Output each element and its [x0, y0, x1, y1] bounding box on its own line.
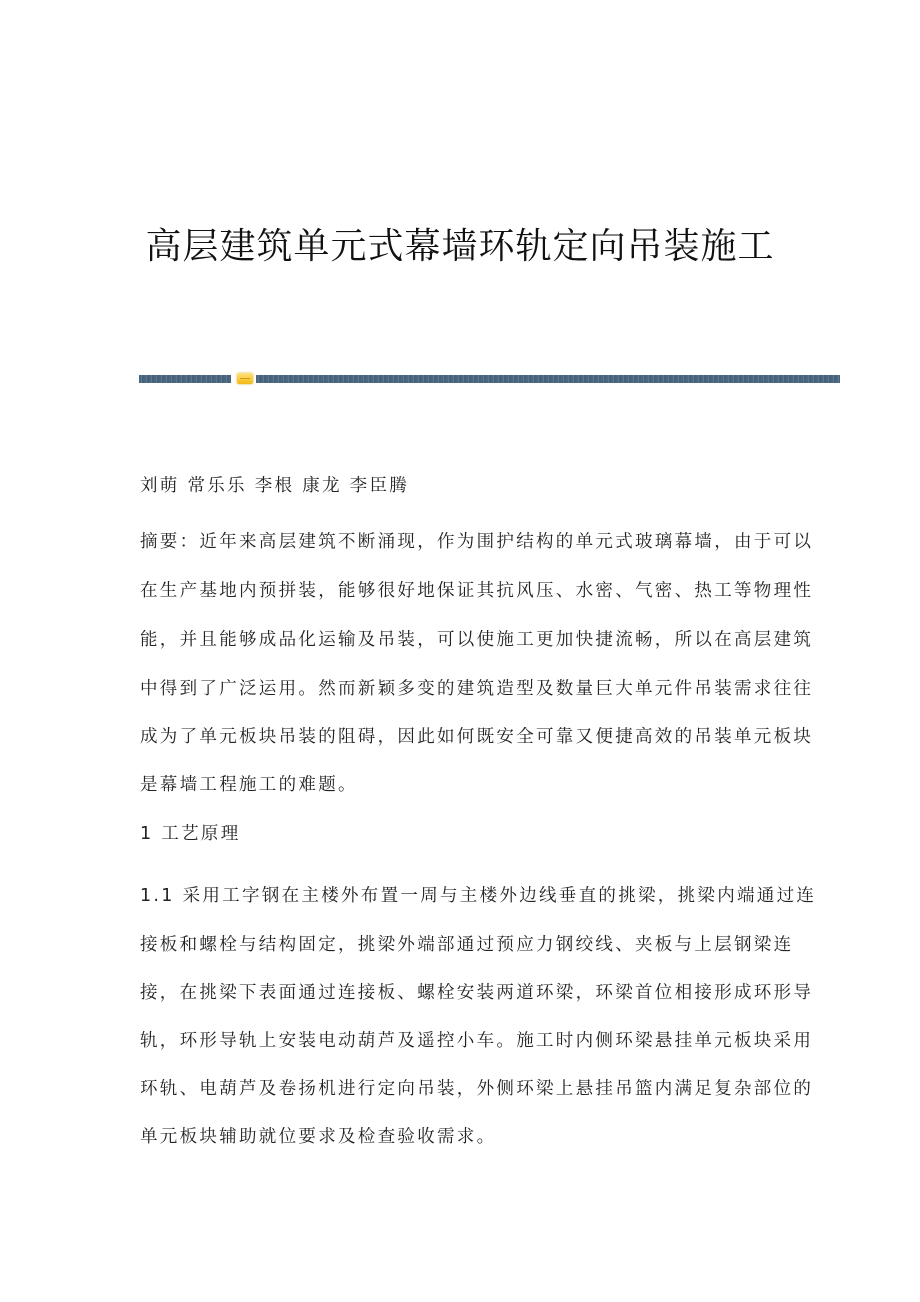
abstract-line: 能，并且能够成品化运输及吊装，可以使施工更加快捷流畅，所以在高层建筑	[140, 630, 814, 650]
abstract-line: 中得到了广泛运用。然而新颖多变的建筑造型及数量巨大单元件吊装需求往往	[140, 679, 814, 699]
authors: 刘萌 常乐乐 李根 康龙 李臣腾	[140, 476, 410, 496]
ornament-icon	[237, 373, 253, 384]
divider-bar-left	[139, 375, 231, 383]
body-line: 接板和螺栓与结构固定，挑梁外端部通过预应力钢绞线、夹板与上层钢梁连	[140, 935, 794, 955]
document-title: 高层建筑单元式幕墙环轨定向吊装施工	[145, 226, 775, 267]
abstract-line: 是幕墙工程施工的难题。	[140, 775, 358, 795]
body-line: 环轨、电葫芦及卷扬机进行定向吊装，外侧环梁上悬挂吊篮内满足复杂部位的	[140, 1079, 814, 1099]
body-line: 接，在挑梁下表面通过连接板、螺栓安装两道环梁，环梁首位相接形成环形导	[140, 983, 814, 1003]
section-heading: 1 工艺原理	[140, 824, 241, 844]
divider-bar-right	[256, 375, 840, 383]
abstract-line: 在生产基地内预拼装，能够很好地保证其抗风压、水密、气密、热工等物理性	[140, 581, 814, 601]
abstract-line: 摘要：近年来高层建筑不断涌现，作为围护结构的单元式玻璃幕墙，由于可以	[140, 532, 814, 552]
abstract-line: 成为了单元板块吊装的阻碍，因此如何既安全可靠又便捷高效的吊装单元板块	[140, 727, 814, 747]
body-line: 单元板块辅助就位要求及检查验收需求。	[140, 1127, 497, 1147]
body-line: 轨，环形导轨上安装电动葫芦及遥控小车。施工时内侧环梁悬挂单元板块采用	[140, 1031, 814, 1051]
body-line: 1.1 采用工字钢在主楼外布置一周与主楼外边线垂直的挑梁，挑梁内端通过连	[140, 886, 817, 906]
